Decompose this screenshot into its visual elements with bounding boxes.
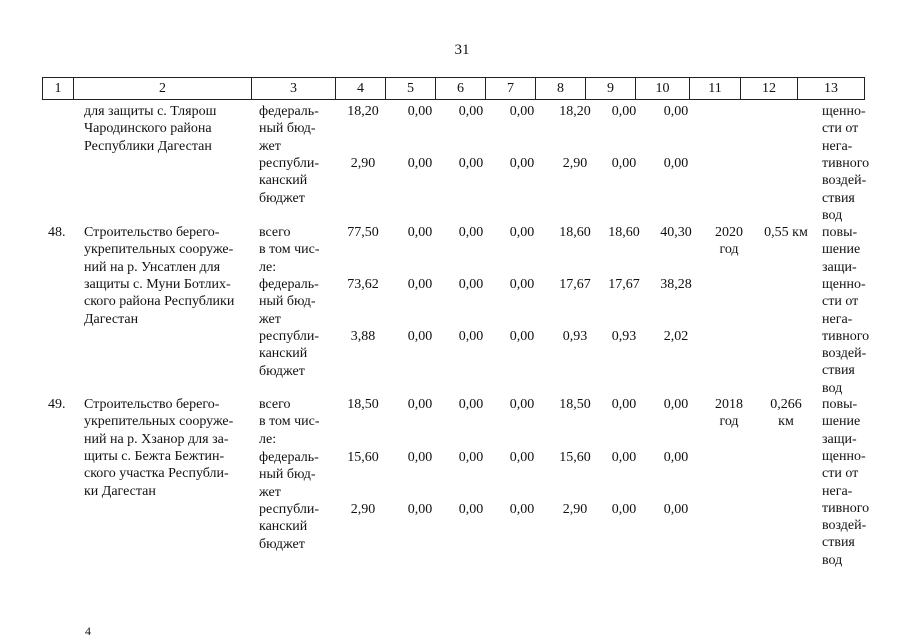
table-header xyxy=(42,77,865,100)
object-description-line: ского района Республики xyxy=(84,294,235,310)
completion-year: год xyxy=(719,414,739,430)
expected-result-line: тивного xyxy=(822,328,870,344)
expected-result-line: нега- xyxy=(822,311,853,327)
expected-result-line: шение xyxy=(822,242,861,258)
funding-value: 0,00 xyxy=(509,277,535,292)
expected-result-line: шение xyxy=(822,414,861,430)
funding-value: 2,02 xyxy=(663,329,689,344)
funding-source-line: жет xyxy=(259,484,281,500)
object-length: 0,266 xyxy=(770,397,802,412)
funding-source-line: канский xyxy=(259,346,308,362)
header-col-11: 11 xyxy=(690,78,741,99)
object-description-line: ки Дагестан xyxy=(84,483,156,499)
funding-source-line: ле: xyxy=(259,259,277,275)
expected-result-line: щенно- xyxy=(822,276,866,292)
header-col-6: 6 xyxy=(436,78,486,99)
expected-result-line: ствия xyxy=(822,535,855,551)
funding-source-line: в том чис- xyxy=(259,242,320,258)
funding-value: 18,60 xyxy=(608,225,640,240)
funding-value: 0,93 xyxy=(611,329,637,344)
expected-result-line: вод xyxy=(822,380,843,396)
header-col-13: 13 xyxy=(824,81,838,96)
funding-value: 0,00 xyxy=(407,104,433,119)
object-description-line: Чародинского района xyxy=(84,121,212,137)
expected-result-line: сти от xyxy=(822,121,859,137)
funding-value: 0,00 xyxy=(509,502,535,517)
funding-value: 0,00 xyxy=(509,104,535,119)
funding-value: 0,00 xyxy=(509,329,535,344)
funding-value: 3,88 xyxy=(350,329,376,344)
funding-value: 2,90 xyxy=(562,502,588,517)
page-number: 31 xyxy=(454,42,470,58)
funding-source-line: канский xyxy=(259,173,308,189)
object-description-line: щиты с. Бежта Бежтин- xyxy=(84,448,225,464)
funding-value: 0,00 xyxy=(663,104,689,119)
object-description-line: Строительство берего- xyxy=(84,225,220,240)
expected-result-line: ствия xyxy=(822,190,855,206)
funding-value: 0,00 xyxy=(611,156,637,171)
expected-result-line: вод xyxy=(822,207,843,223)
row-number: 48. xyxy=(48,225,66,240)
header-col-10: 10 xyxy=(636,78,690,99)
funding-value: 0,00 xyxy=(663,450,689,465)
funding-source-line: ный бюд- xyxy=(259,121,316,137)
funding-value: 0,00 xyxy=(611,397,637,412)
funding-value: 0,00 xyxy=(611,104,637,119)
funding-value: 0,00 xyxy=(407,450,433,465)
funding-source-line: ный бюд- xyxy=(259,294,316,310)
header-col-7: 7 xyxy=(486,78,536,99)
object-length: км xyxy=(778,414,794,430)
footer-mark: 4 xyxy=(85,624,91,638)
funding-value: 0,00 xyxy=(458,104,484,119)
funding-source-line: республи- xyxy=(259,502,319,517)
expected-result-line: сти от xyxy=(822,466,859,482)
completion-year: 2018 xyxy=(715,397,743,412)
expected-result-line: тивного xyxy=(822,155,870,171)
funding-value: 15,60 xyxy=(347,450,379,465)
expected-result-line: воздей- xyxy=(822,518,867,534)
funding-source-line: всего xyxy=(259,225,291,240)
funding-value: 0,00 xyxy=(458,225,484,240)
funding-value: 18,50 xyxy=(559,397,591,412)
header-col-9: 9 xyxy=(586,78,636,99)
expected-result-line: сти от xyxy=(822,294,859,310)
funding-source-line: федераль- xyxy=(259,450,319,465)
expected-result-line: нега- xyxy=(822,483,853,499)
funding-source-line: бюджет xyxy=(259,363,305,379)
funding-value: 0,00 xyxy=(407,329,433,344)
object-description-line: защиты с. Муни Ботлих- xyxy=(84,276,231,292)
funding-source-line: федераль- xyxy=(259,104,319,119)
expected-result-line: воздей- xyxy=(822,346,867,362)
funding-value: 0,00 xyxy=(509,397,535,412)
header-col-12: 12 xyxy=(741,78,798,99)
row-number: 49. xyxy=(48,397,66,412)
funding-value: 0,00 xyxy=(458,277,484,292)
funding-source-line: в том чис- xyxy=(259,414,320,430)
funding-source-line: ле: xyxy=(259,431,277,447)
funding-source-line: всего xyxy=(259,397,291,412)
funding-value: 0,00 xyxy=(407,225,433,240)
funding-source-line: бюджет xyxy=(259,190,305,206)
funding-value: 0,00 xyxy=(458,397,484,412)
funding-value: 40,30 xyxy=(660,225,692,240)
funding-value: 0,00 xyxy=(509,450,535,465)
object-description-line: укрепительных сооруже- xyxy=(84,242,234,258)
funding-value: 15,60 xyxy=(559,450,591,465)
object-description-line: ского участка Республи- xyxy=(84,466,229,482)
funding-value: 73,62 xyxy=(347,277,379,292)
expected-result-line: щенно- xyxy=(822,448,866,464)
funding-value: 0,00 xyxy=(458,450,484,465)
header-col-5: 5 xyxy=(386,78,436,99)
object-description-line: Дагестан xyxy=(84,311,139,327)
expected-result-line: защи- xyxy=(822,431,857,447)
expected-result-line: вод xyxy=(822,552,843,568)
funding-value: 0,00 xyxy=(458,329,484,344)
funding-value: 0,00 xyxy=(407,397,433,412)
expected-result-line: щенно- xyxy=(822,104,866,119)
object-description-line: Строительство берего- xyxy=(84,397,220,412)
funding-source-line: канский xyxy=(259,519,308,535)
funding-value: 0,00 xyxy=(407,502,433,517)
header-col-4: 4 xyxy=(336,78,386,99)
funding-value: 2,90 xyxy=(350,502,376,517)
funding-source-line: федераль- xyxy=(259,277,319,292)
funding-value: 0,00 xyxy=(663,502,689,517)
funding-value: 18,20 xyxy=(559,104,591,119)
funding-value: 17,67 xyxy=(608,277,640,292)
funding-value: 0,00 xyxy=(458,156,484,171)
completion-year: год xyxy=(719,242,739,258)
header-col-1: 1 xyxy=(43,78,74,99)
expected-result-line: повы- xyxy=(822,225,858,240)
funding-value: 2,90 xyxy=(350,156,376,171)
object-description-line: ний на р. Хзанор для за- xyxy=(84,431,229,447)
funding-value: 0,00 xyxy=(611,502,637,517)
funding-source-line: бюджет xyxy=(259,536,305,552)
object-description-line: Республики Дагестан xyxy=(84,138,212,154)
object-description-line: укрепительных сооруже- xyxy=(84,414,234,430)
completion-year: 2020 xyxy=(715,225,743,240)
funding-value: 0,00 xyxy=(407,156,433,171)
funding-value: 0,00 xyxy=(509,225,535,240)
funding-source-line: жет xyxy=(259,138,281,154)
expected-result-line: защи- xyxy=(822,259,857,275)
object-description-line: ний на р. Унсатлен для xyxy=(84,259,221,275)
funding-source-line: жет xyxy=(259,311,281,327)
funding-value: 0,00 xyxy=(458,502,484,517)
expected-result-line: ствия xyxy=(822,363,855,379)
funding-value: 0,00 xyxy=(509,156,535,171)
expected-result-line: нега- xyxy=(822,138,853,154)
funding-source-line: республи- xyxy=(259,156,319,171)
funding-value: 0,00 xyxy=(407,277,433,292)
funding-value: 18,50 xyxy=(347,397,379,412)
funding-value: 18,60 xyxy=(559,225,591,240)
funding-value: 2,90 xyxy=(562,156,588,171)
funding-value: 77,50 xyxy=(347,225,379,240)
expected-result-line: повы- xyxy=(822,397,858,412)
expected-result-line: воздей- xyxy=(822,173,867,189)
expected-result-line: тивного xyxy=(822,500,870,516)
funding-value: 0,00 xyxy=(663,156,689,171)
funding-value: 17,67 xyxy=(559,277,591,292)
funding-value: 38,28 xyxy=(660,277,692,292)
funding-source-line: республи- xyxy=(259,329,319,344)
header-col-8: 8 xyxy=(536,78,586,99)
object-description-line: для защиты с. Тлярош xyxy=(84,104,217,119)
header-col-3: 3 xyxy=(252,78,336,99)
funding-value: 0,00 xyxy=(663,397,689,412)
funding-source-line: ный бюд- xyxy=(259,467,316,483)
funding-value: 18,20 xyxy=(347,104,379,119)
funding-value: 0,93 xyxy=(562,329,588,344)
object-length: 0,55 км xyxy=(764,225,808,240)
funding-value: 0,00 xyxy=(611,450,637,465)
header-col-2: 2 xyxy=(74,78,252,99)
